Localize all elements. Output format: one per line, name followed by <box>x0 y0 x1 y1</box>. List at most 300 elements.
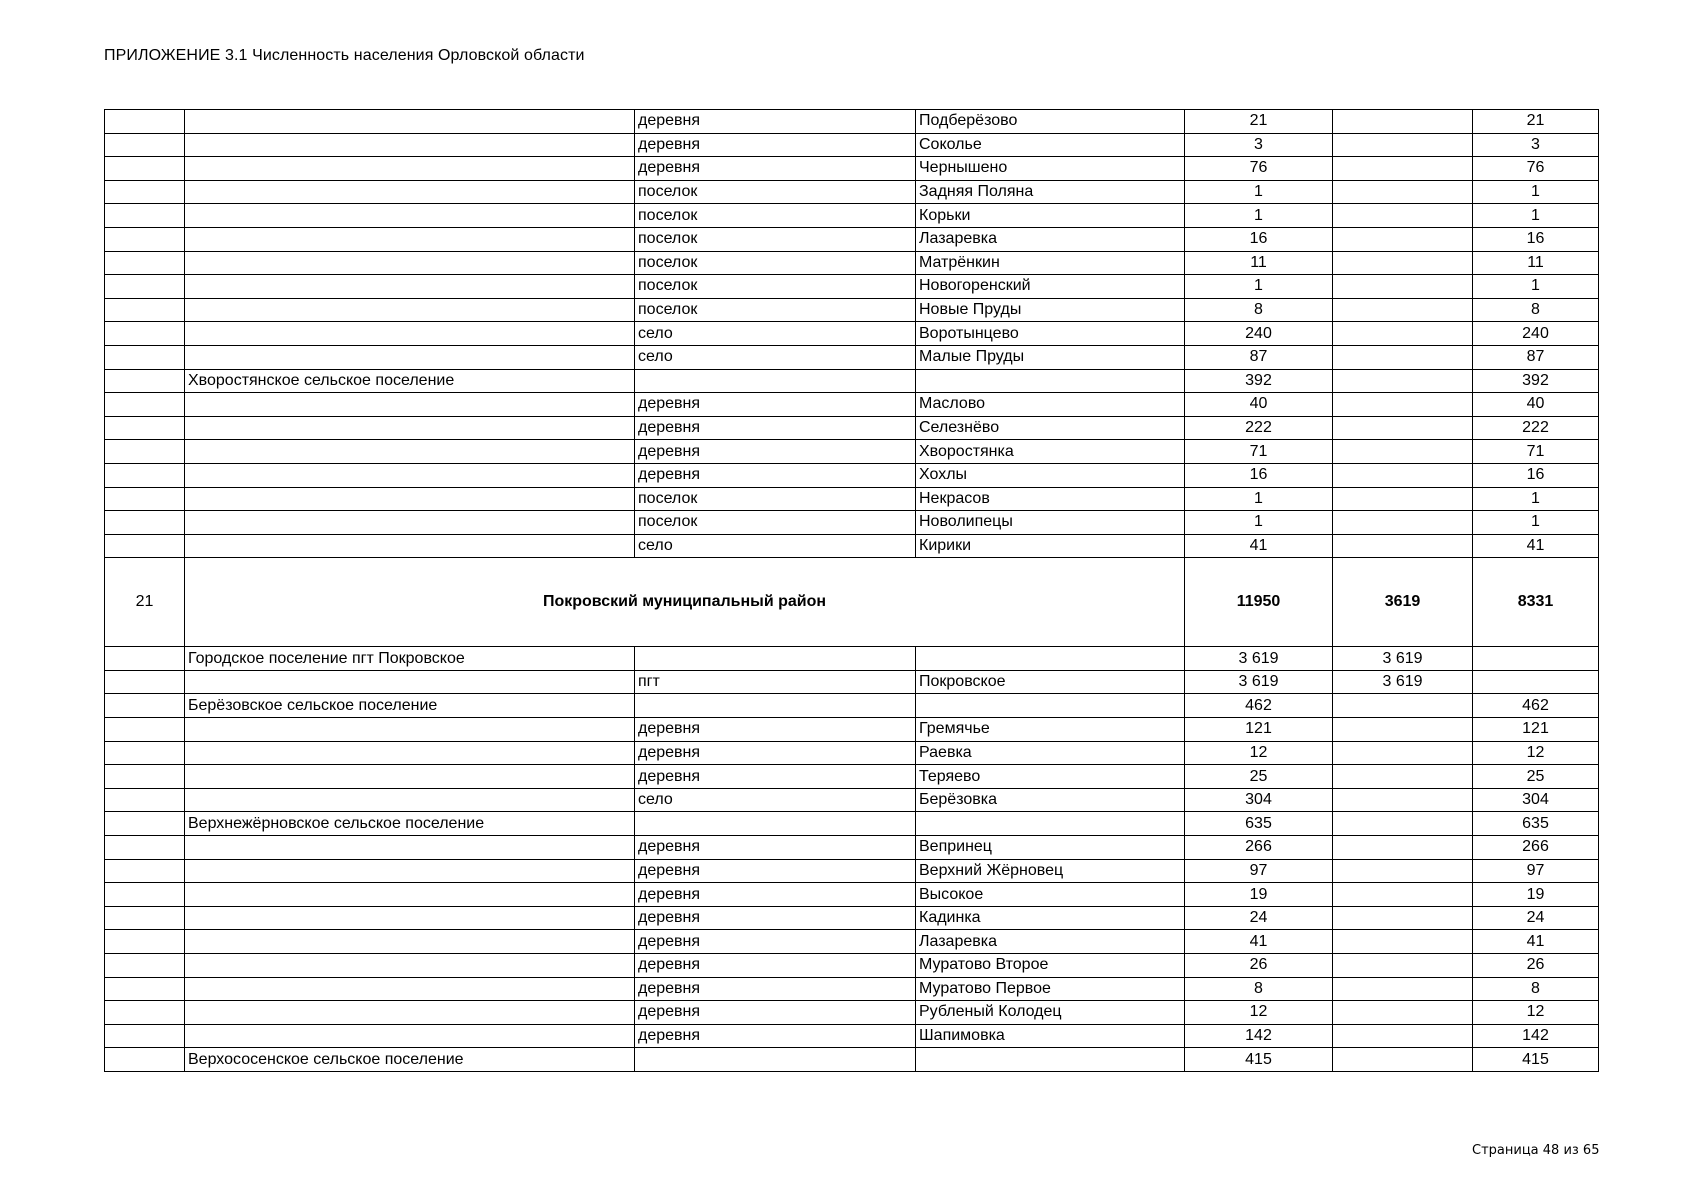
table-row <box>105 812 1599 836</box>
rural-population-cell: 462 <box>1473 694 1599 718</box>
municipality-cell <box>185 741 635 765</box>
settlement-name-cell: Новогоренский <box>916 275 1185 299</box>
rural-population-cell: 1 <box>1473 511 1599 535</box>
settlement-name-cell <box>916 647 1185 671</box>
total-population-cell: 24 <box>1185 906 1333 930</box>
table-row <box>105 694 1599 718</box>
table-row <box>105 110 1599 134</box>
number-cell <box>105 298 185 322</box>
table-row <box>105 463 1599 487</box>
settlement-name-cell: Подберёзово <box>916 110 1185 134</box>
municipality-cell <box>185 930 635 954</box>
urban-population-cell <box>1333 812 1473 836</box>
settlement-type-cell: поселок <box>635 298 916 322</box>
settlement-type-cell: деревня <box>635 906 916 930</box>
municipality-cell <box>185 511 635 535</box>
municipality-cell <box>185 788 635 812</box>
number-cell <box>105 416 185 440</box>
total-population-cell: 121 <box>1185 718 1333 742</box>
settlement-name-cell: Кадинка <box>916 906 1185 930</box>
urban-population-cell <box>1333 954 1473 978</box>
settlement-type-cell <box>635 369 916 393</box>
urban-population-cell <box>1333 694 1473 718</box>
rural-population-cell: 19 <box>1473 883 1599 907</box>
urban-population-cell <box>1333 298 1473 322</box>
settlement-type-cell: деревня <box>635 463 916 487</box>
number-cell <box>105 812 185 836</box>
municipality-cell <box>185 954 635 978</box>
settlement-name-cell <box>916 369 1185 393</box>
municipality-cell <box>185 275 635 299</box>
district-name-cell: Покровский муниципальный район <box>185 558 1185 647</box>
number-cell <box>105 345 185 369</box>
table-row <box>105 906 1599 930</box>
settlement-type-cell: деревня <box>635 1001 916 1025</box>
rural-population-cell: 25 <box>1473 765 1599 789</box>
municipality-cell <box>185 204 635 228</box>
settlement-name-cell: Маслово <box>916 393 1185 417</box>
settlement-name-cell: Муратово Первое <box>916 977 1185 1001</box>
total-population-cell: 12 <box>1185 741 1333 765</box>
municipality-cell <box>185 1001 635 1025</box>
municipality-cell <box>185 416 635 440</box>
settlement-name-cell: Вепринец <box>916 836 1185 860</box>
urban-population-cell <box>1333 133 1473 157</box>
settlement-name-cell: Новые Пруды <box>916 298 1185 322</box>
total-population-cell: 11 <box>1185 251 1333 275</box>
urban-population-cell <box>1333 741 1473 765</box>
total-population-cell: 21 <box>1185 110 1333 134</box>
settlement-name-cell: Лазаревка <box>916 227 1185 251</box>
number-cell <box>105 1048 185 1072</box>
municipality-cell <box>185 298 635 322</box>
urban-population-cell <box>1333 487 1473 511</box>
table-row <box>105 393 1599 417</box>
rural-population-cell: 8 <box>1473 977 1599 1001</box>
rural-population-cell: 16 <box>1473 463 1599 487</box>
urban-population-cell: 3 619 <box>1333 647 1473 671</box>
rural-population-cell: 26 <box>1473 954 1599 978</box>
settlement-name-cell: Хворостянка <box>916 440 1185 464</box>
settlement-name-cell: Новолипецы <box>916 511 1185 535</box>
total-population-cell: 76 <box>1185 157 1333 181</box>
total-population-cell: 1 <box>1185 275 1333 299</box>
total-population-cell: 462 <box>1185 694 1333 718</box>
number-cell <box>105 954 185 978</box>
table-row <box>105 670 1599 694</box>
urban-population-cell <box>1333 463 1473 487</box>
municipality-cell <box>185 180 635 204</box>
number-cell <box>105 133 185 157</box>
number-cell <box>105 836 185 860</box>
settlement-type-cell: поселок <box>635 227 916 251</box>
municipality-cell <box>185 534 635 558</box>
number-cell <box>105 647 185 671</box>
total-population-cell: 222 <box>1185 416 1333 440</box>
number-cell <box>105 110 185 134</box>
settlement-type-cell: поселок <box>635 204 916 228</box>
settlement-type-cell: деревня <box>635 1024 916 1048</box>
settlement-type-cell: деревня <box>635 416 916 440</box>
number-cell <box>105 180 185 204</box>
total-population-cell: 240 <box>1185 322 1333 346</box>
total-population-cell: 1 <box>1185 511 1333 535</box>
rural-population-cell: 24 <box>1473 906 1599 930</box>
rural-population-cell: 87 <box>1473 345 1599 369</box>
rural-population-cell: 21 <box>1473 110 1599 134</box>
settlement-name-cell: Задняя Поляна <box>916 180 1185 204</box>
settlement-name-cell: Некрасов <box>916 487 1185 511</box>
settlement-type-cell: деревня <box>635 440 916 464</box>
number-cell <box>105 157 185 181</box>
urban-population-cell <box>1333 1024 1473 1048</box>
municipality-cell: Городское поселение пгт Покровское <box>185 647 635 671</box>
total-population-cell: 26 <box>1185 954 1333 978</box>
number-cell <box>105 322 185 346</box>
number-cell <box>105 440 185 464</box>
total-population-cell: 25 <box>1185 765 1333 789</box>
settlement-name-cell: Малые Пруды <box>916 345 1185 369</box>
rural-population-cell: 8331 <box>1473 558 1599 647</box>
rural-population-cell: 41 <box>1473 534 1599 558</box>
municipality-cell <box>185 133 635 157</box>
total-population-cell: 40 <box>1185 393 1333 417</box>
table-row <box>105 836 1599 860</box>
municipality-cell <box>185 718 635 742</box>
municipality-cell <box>185 157 635 181</box>
table-row <box>105 977 1599 1001</box>
table-row <box>105 227 1599 251</box>
table-row <box>105 765 1599 789</box>
table-row <box>105 647 1599 671</box>
urban-population-cell <box>1333 393 1473 417</box>
number-cell <box>105 765 185 789</box>
table-row <box>105 1048 1599 1072</box>
settlement-name-cell: Берёзовка <box>916 788 1185 812</box>
total-population-cell: 41 <box>1185 534 1333 558</box>
settlement-type-cell: деревня <box>635 133 916 157</box>
table-row <box>105 487 1599 511</box>
total-population-cell: 635 <box>1185 812 1333 836</box>
municipality-cell <box>185 836 635 860</box>
urban-population-cell <box>1333 322 1473 346</box>
number-cell <box>105 204 185 228</box>
urban-population-cell: 3619 <box>1333 558 1473 647</box>
number-cell <box>105 534 185 558</box>
urban-population-cell <box>1333 859 1473 883</box>
settlement-name-cell: Шапимовка <box>916 1024 1185 1048</box>
document-header: ПРИЛОЖЕНИЕ 3.1 Численность населения Орловской области <box>104 47 585 64</box>
municipality-cell: Берёзовское сельское поселение <box>185 694 635 718</box>
table-row <box>105 1001 1599 1025</box>
table-row <box>105 416 1599 440</box>
settlement-name-cell: Соколье <box>916 133 1185 157</box>
table-row <box>105 534 1599 558</box>
settlement-name-cell: Покровское <box>916 670 1185 694</box>
urban-population-cell <box>1333 416 1473 440</box>
total-population-cell: 97 <box>1185 859 1333 883</box>
rural-population-cell: 240 <box>1473 322 1599 346</box>
table-row <box>105 859 1599 883</box>
district-number-cell: 21 <box>105 558 185 647</box>
table-row <box>105 133 1599 157</box>
municipality-cell <box>185 977 635 1001</box>
settlement-name-cell: Матрёнкин <box>916 251 1185 275</box>
municipality-cell <box>185 393 635 417</box>
total-population-cell: 304 <box>1185 788 1333 812</box>
table-row <box>105 741 1599 765</box>
number-cell <box>105 227 185 251</box>
settlement-type-cell: деревня <box>635 393 916 417</box>
total-population-cell: 415 <box>1185 1048 1333 1072</box>
rural-population-cell: 392 <box>1473 369 1599 393</box>
settlement-type-cell: село <box>635 788 916 812</box>
urban-population-cell <box>1333 227 1473 251</box>
settlement-type-cell: деревня <box>635 765 916 789</box>
urban-population-cell <box>1333 930 1473 954</box>
rural-population-cell: 635 <box>1473 812 1599 836</box>
urban-population-cell <box>1333 977 1473 1001</box>
total-population-cell: 3 619 <box>1185 647 1333 671</box>
municipality-cell <box>185 765 635 789</box>
total-population-cell: 3 <box>1185 133 1333 157</box>
municipality-cell <box>185 322 635 346</box>
number-cell <box>105 1024 185 1048</box>
urban-population-cell <box>1333 440 1473 464</box>
table-row <box>105 157 1599 181</box>
municipality-cell <box>185 670 635 694</box>
settlement-name-cell: Гремячье <box>916 718 1185 742</box>
urban-population-cell <box>1333 511 1473 535</box>
urban-population-cell <box>1333 906 1473 930</box>
rural-population-cell: 97 <box>1473 859 1599 883</box>
number-cell <box>105 883 185 907</box>
settlement-name-cell: Муратово Второе <box>916 954 1185 978</box>
number-cell <box>105 251 185 275</box>
rural-population-cell: 12 <box>1473 1001 1599 1025</box>
table-row <box>105 251 1599 275</box>
table-row <box>105 275 1599 299</box>
urban-population-cell <box>1333 534 1473 558</box>
number-cell <box>105 930 185 954</box>
urban-population-cell <box>1333 180 1473 204</box>
urban-population-cell <box>1333 275 1473 299</box>
total-population-cell: 8 <box>1185 977 1333 1001</box>
urban-population-cell <box>1333 788 1473 812</box>
total-population-cell: 1 <box>1185 180 1333 204</box>
number-cell <box>105 1001 185 1025</box>
municipality-cell <box>185 110 635 134</box>
table-row <box>105 298 1599 322</box>
table-row <box>105 788 1599 812</box>
settlement-type-cell: деревня <box>635 977 916 1001</box>
number-cell <box>105 977 185 1001</box>
rural-population-cell: 222 <box>1473 416 1599 440</box>
municipality-cell <box>185 345 635 369</box>
settlement-type-cell: село <box>635 534 916 558</box>
total-population-cell: 266 <box>1185 836 1333 860</box>
municipality-cell <box>185 1024 635 1048</box>
total-population-cell: 11950 <box>1185 558 1333 647</box>
urban-population-cell <box>1333 1048 1473 1072</box>
table-row <box>105 345 1599 369</box>
rural-population-cell: 266 <box>1473 836 1599 860</box>
settlement-type-cell: деревня <box>635 954 916 978</box>
settlement-type-cell: деревня <box>635 930 916 954</box>
settlement-name-cell <box>916 812 1185 836</box>
rural-population-cell: 1 <box>1473 487 1599 511</box>
total-population-cell: 142 <box>1185 1024 1333 1048</box>
settlement-name-cell: Теряево <box>916 765 1185 789</box>
rural-population-cell: 76 <box>1473 157 1599 181</box>
settlement-name-cell: Раевка <box>916 741 1185 765</box>
settlement-type-cell: поселок <box>635 180 916 204</box>
number-cell <box>105 694 185 718</box>
urban-population-cell <box>1333 765 1473 789</box>
total-population-cell: 71 <box>1185 440 1333 464</box>
settlement-type-cell <box>635 812 916 836</box>
settlement-type-cell <box>635 1048 916 1072</box>
total-population-cell: 392 <box>1185 369 1333 393</box>
settlement-type-cell: деревня <box>635 859 916 883</box>
rural-population-cell: 8 <box>1473 298 1599 322</box>
settlement-name-cell: Воротынцево <box>916 322 1185 346</box>
urban-population-cell <box>1333 883 1473 907</box>
rural-population-cell: 1 <box>1473 275 1599 299</box>
number-cell <box>105 511 185 535</box>
rural-population-cell: 121 <box>1473 718 1599 742</box>
rural-population-cell: 41 <box>1473 930 1599 954</box>
number-cell <box>105 741 185 765</box>
total-population-cell: 1 <box>1185 487 1333 511</box>
number-cell <box>105 463 185 487</box>
table-row <box>105 369 1599 393</box>
total-population-cell: 41 <box>1185 930 1333 954</box>
settlement-name-cell: Высокое <box>916 883 1185 907</box>
settlement-type-cell: поселок <box>635 251 916 275</box>
settlement-type-cell <box>635 694 916 718</box>
settlement-type-cell <box>635 647 916 671</box>
table-row <box>105 440 1599 464</box>
number-cell <box>105 670 185 694</box>
table-row <box>105 204 1599 228</box>
settlement-type-cell: деревня <box>635 110 916 134</box>
settlement-name-cell: Верхний Жёрновец <box>916 859 1185 883</box>
total-population-cell: 1 <box>1185 204 1333 228</box>
rural-population-cell: 12 <box>1473 741 1599 765</box>
total-population-cell: 8 <box>1185 298 1333 322</box>
district-row <box>105 558 1599 647</box>
rural-population-cell: 1 <box>1473 204 1599 228</box>
number-cell <box>105 275 185 299</box>
urban-population-cell <box>1333 345 1473 369</box>
total-population-cell: 16 <box>1185 227 1333 251</box>
settlement-name-cell <box>916 694 1185 718</box>
settlement-name-cell: Чернышено <box>916 157 1185 181</box>
urban-population-cell <box>1333 836 1473 860</box>
urban-population-cell <box>1333 157 1473 181</box>
rural-population-cell: 142 <box>1473 1024 1599 1048</box>
total-population-cell: 19 <box>1185 883 1333 907</box>
total-population-cell: 12 <box>1185 1001 1333 1025</box>
settlement-name-cell: Лазаревка <box>916 930 1185 954</box>
rural-population-cell: 16 <box>1473 227 1599 251</box>
table-row <box>105 180 1599 204</box>
total-population-cell: 16 <box>1185 463 1333 487</box>
settlement-type-cell: деревня <box>635 718 916 742</box>
municipality-cell <box>185 463 635 487</box>
rural-population-cell <box>1473 647 1599 671</box>
municipality-cell <box>185 440 635 464</box>
urban-population-cell <box>1333 251 1473 275</box>
rural-population-cell: 304 <box>1473 788 1599 812</box>
municipality-cell: Верхососенское сельское поселение <box>185 1048 635 1072</box>
settlement-type-cell: поселок <box>635 275 916 299</box>
total-population-cell: 3 619 <box>1185 670 1333 694</box>
urban-population-cell <box>1333 718 1473 742</box>
number-cell <box>105 906 185 930</box>
urban-population-cell <box>1333 110 1473 134</box>
municipality-cell: Верхнежёрновское сельское поселение <box>185 812 635 836</box>
population-table <box>104 109 1599 1072</box>
table-row <box>105 954 1599 978</box>
page-number: Страница 48 из 65 <box>1472 1143 1600 1158</box>
rural-population-cell: 11 <box>1473 251 1599 275</box>
rural-population-cell: 415 <box>1473 1048 1599 1072</box>
municipality-cell <box>185 859 635 883</box>
rural-population-cell: 3 <box>1473 133 1599 157</box>
table-row <box>105 930 1599 954</box>
urban-population-cell: 3 619 <box>1333 670 1473 694</box>
settlement-type-cell: деревня <box>635 883 916 907</box>
total-population-cell: 87 <box>1185 345 1333 369</box>
municipality-cell <box>185 883 635 907</box>
number-cell <box>105 859 185 883</box>
table-row <box>105 883 1599 907</box>
number-cell <box>105 369 185 393</box>
settlement-name-cell: Рубленый Колодец <box>916 1001 1185 1025</box>
municipality-cell <box>185 906 635 930</box>
settlement-type-cell: деревня <box>635 836 916 860</box>
settlement-name-cell: Хохлы <box>916 463 1185 487</box>
municipality-cell <box>185 227 635 251</box>
urban-population-cell <box>1333 369 1473 393</box>
rural-population-cell: 40 <box>1473 393 1599 417</box>
rural-population-cell <box>1473 670 1599 694</box>
settlement-type-cell: село <box>635 345 916 369</box>
urban-population-cell <box>1333 204 1473 228</box>
number-cell <box>105 487 185 511</box>
table-row <box>105 718 1599 742</box>
settlement-type-cell: деревня <box>635 157 916 181</box>
table-row <box>105 1024 1599 1048</box>
table-row <box>105 322 1599 346</box>
urban-population-cell <box>1333 1001 1473 1025</box>
settlement-name-cell: Селезнёво <box>916 416 1185 440</box>
settlement-type-cell: село <box>635 322 916 346</box>
rural-population-cell: 1 <box>1473 180 1599 204</box>
number-cell <box>105 788 185 812</box>
rural-population-cell: 71 <box>1473 440 1599 464</box>
settlement-type-cell: деревня <box>635 741 916 765</box>
number-cell <box>105 393 185 417</box>
settlement-name-cell: Корьки <box>916 204 1185 228</box>
settlement-type-cell: поселок <box>635 487 916 511</box>
table-row <box>105 511 1599 535</box>
municipality-cell: Хворостянское сельское поселение <box>185 369 635 393</box>
settlement-name-cell <box>916 1048 1185 1072</box>
number-cell <box>105 718 185 742</box>
